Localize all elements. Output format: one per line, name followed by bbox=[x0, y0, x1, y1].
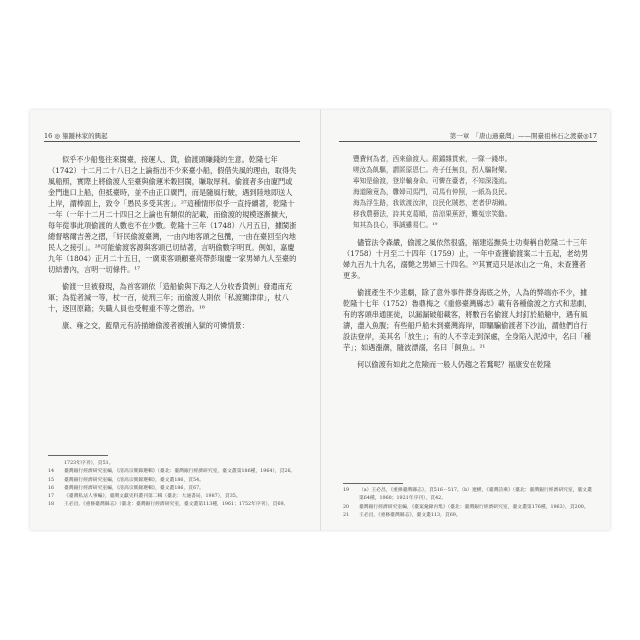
poem-quote: 豐費何為者，西來偷渡人。銀鐺雜貫索，一隊一錢串。 嗟汝為飢驅，謂匿原恩仁。舟子任無良，拐人騙財樂。 寧知是偷渡，登岸輸身命。可憐在臺者，不知深淺流。 海道險竟為，釁婦司馬門，司馬有仲照，一紙為良民。 海為浮生路，我欲渡汝津，良民化賊愁，老者伊胡賴。 移我農藝法，詩其克葛順，苗涼果蕉舒，難冤宗笑勸。 知其為良心，事誠雖易仁。¹⁹ bbox=[353, 155, 512, 229]
right-footnote-rule bbox=[343, 483, 403, 484]
left-paragraph: 似乎不少船隻往來閩臺，接運人、貨，偷渡頭賺錢的生意。乾隆七年（1742）十二月二十八日之上論指出不少來臺小船，假借失風的理由，取得失風船照，實際上將偷渡人至臺與偷運米穀回閩，賺取厚利。偷渡者多由廈門或金門進口上船，但抵臺時，並不由正口廣門，而是隨風行駛，遇到陸地即送人上岸，謂棒面上，致令「愚民多受其害」。²⁷這種情形似乎一直持續著，乾隆十一年（一年十二月二十四日之上論也有類似的記載，而偷渡的規模逐漸擴大，每年從事此項偷渡的人數也不在少數。乾隆十三年（1748）八月五日，據閩浙總督喀爾吉善之摺，「奸民偷渡臺灣，一由內地客頭之包攬，一由在臺回至內地民人之接引」。²⁸可能偷渡客源與客頭已切結著，言明偷數字明頁。例如，嘉慶九年（1804）正月二十五日，一廣東客頭顧臺亮帶彭瑞慶一家男婦九人至臺的切結書內，言明一切條件。¹⁷ bbox=[48, 155, 297, 274]
footnote bbox=[343, 512, 593, 520]
right-paragraph: 何以偷渡有如此之危險而一般人仍趨之若鶩呢？福康安在乾隆 bbox=[357, 360, 552, 369]
footnote bbox=[343, 504, 593, 512]
right-running-header: 第一章 「唐山過臺灣」——開臺祖林石之渡臺◎17 bbox=[449, 132, 597, 140]
footnote-text: （a）王必昌，《重修臺灣縣志》，頁516－517。（b）連横，《臺灣詩乘》（臺北：臺灣銀行經濟研究室，臺文叢第64種，1960；1921年序刊），頁42。 bbox=[359, 488, 592, 502]
left-paragraph: 偷渡一旦被發現，為首客頭依「造船偷與下海之人分收香貨例」發遣南充軍；為從者減一等，杖一百，徒刑三年；而偷渡人則依「私渡關津律」，杖八十，逐回原籍；失職人員也受輕重不等之懲治。¹⁸ bbox=[48, 282, 293, 313]
right-paragraph: 偷渡產生不少悲劇，除了意外事件葬身海底之外，人為的弊端亦不少，據乾隆十七年（1752）魯鼎梅之《重修臺灣縣志》載有各種偷渡之方式和悲劇，有的客頭串通匪徒，以漏漏破船載客，將數百名偷渡人封釘於船艙中，遇有風濤，盡入魚腹；有些船戶船未到臺灣海岸，即驅騙偷渡者下沙汕，謂他們自行設法登岸，美其名「放生」；有的人不幸走到深處，全身陷入泥淖中，名曰「種芋」；如遇漲潮，隨波漂溺，名曰「飼魚」。²¹ bbox=[343, 288, 592, 352]
footnote bbox=[48, 477, 298, 485]
right-paragraph: 儘管法令森嚴，偷渡之風依然很盛，福建巡撫吳士功奏稱自乾隆二十三年（1758）十月至二十四年（1759）止，一年中查獲偷渡案二十五起，老幼男婦九百九十九名，溺斃之男婦三十四名。²⁰其實這只是冰山之一角，未查獲者更多。 bbox=[343, 238, 589, 280]
right-body-text bbox=[343, 154, 593, 370]
right-header-rule bbox=[339, 141, 597, 142]
footnote-text: 《臺灣私法人事編》，臺灣文獻史料叢刊第二輯（臺北：大通書局，1987），頁35。 bbox=[64, 494, 241, 500]
footnote-number bbox=[48, 460, 64, 468]
left-page bbox=[30, 110, 320, 530]
footnote-text: 臺灣銀行經濟研究室編，《清高宗實錄選輯》，臺文叢186，頁54。 bbox=[64, 477, 204, 483]
footnote bbox=[48, 485, 298, 493]
footnote bbox=[48, 460, 298, 468]
footnote-number: 16 bbox=[48, 485, 55, 491]
footnote bbox=[48, 493, 298, 501]
footnote-text: 臺灣銀行經濟研究室編，《清高宗實錄選輯》，臺文叢186，頁67。 bbox=[64, 485, 204, 491]
left-footnotes bbox=[48, 460, 298, 510]
footnote-text: 1723年序刊），頁51。 bbox=[64, 461, 114, 466]
footnote bbox=[48, 468, 298, 476]
left-header-rule bbox=[44, 141, 300, 142]
footnote-number: 15 bbox=[48, 477, 55, 483]
left-body-text bbox=[48, 154, 298, 331]
footnote-text: 王必昌，《重修臺灣縣志》，臺文叢113，頁69。 bbox=[359, 512, 461, 518]
book-spread bbox=[30, 110, 610, 530]
footnote bbox=[343, 487, 593, 504]
right-page bbox=[321, 110, 611, 530]
footnote-text: 臺灣銀行經濟研究室編，《清高宗實錄選輯》（臺北：臺灣銀行經濟研究室，臺文叢第186種，1964），頁26。 bbox=[64, 469, 296, 475]
right-footnotes bbox=[343, 487, 593, 520]
footnote-number: 19 bbox=[343, 488, 350, 493]
left-paragraph: 康、雍之交，藍鼎元有詩描繪偷渡者被捕入獄的可憐情景： bbox=[62, 321, 249, 330]
footnote-number: 14 bbox=[48, 469, 55, 475]
footnote-text: 臺灣銀行經濟研究室編，《臺案彙錄丙集》（臺北：臺灣銀行經濟研究室，臺文叢第176種，1963），頁200。 bbox=[359, 504, 589, 510]
left-running-header: 16 ◎ 篳蹝林家的興起 bbox=[44, 132, 108, 140]
footnote-text: 王必昌，《重修臺灣縣志》（臺北：臺灣銀行經濟研究室，臺文叢第113種，1961；1752年序刊），頁69。 bbox=[64, 502, 289, 508]
footnote-number: 20 bbox=[343, 504, 350, 510]
footnote-number: 17 bbox=[48, 494, 55, 500]
left-footnote-rule bbox=[48, 455, 108, 456]
footnote-number: 18 bbox=[48, 502, 55, 508]
footnote-number: 21 bbox=[343, 512, 350, 518]
footnote bbox=[48, 501, 298, 509]
